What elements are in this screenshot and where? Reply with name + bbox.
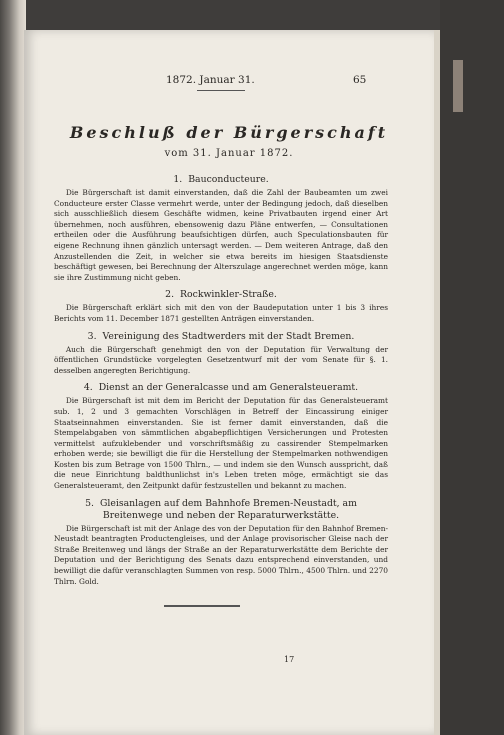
page-number: 65 xyxy=(353,74,367,86)
section-text: Die Bürgerschaft ist mit der Anlage des von der Deputation für den Bahnhof Bremen-Neustadt beantragten Productengleises, und der Anlage provisorischer Gleise nach der Straße Breitenweg und längs der Straße an der Reparaturwerkstätte dem Berichte der Deputation und der Berichtigung des Senats dazu entsprechend einverstanden, und bewilligt die dafür veranschlagten Summen von resp. 5000 Thlrn., 4500 Thlrn. und 2270 Thlrn. Gold. xyxy=(54,523,388,586)
scan-background xyxy=(440,0,504,735)
section-text: Die Bürgerschaft ist mit dem im Bericht der Deputation für das Generalsteueramt sub. 1, 2 und 3 gemachten Vorschlägen in Betreff der Eincassirung einiger Staatseinnahmen einverstanden. Sie ist ferner damit einverstanden, daß die Stempelabgaben von sämmtlichen abgabepflichtigen Versicherungen und Protesten vermittelst aufzuklebender und vorschriftsmäßig zu cassirender Stempelmarken erhoben werde; sie bewilligt die für die Herstellung der Stempelmarken nothwendigen Kosten bis zum Betrage von 1500 Thlrn., — und indem sie den Wunsch ausspricht, daß die neue Einrichtung baldthunlichst in's Leben treten möge, ermächtigt sie das Generalsteueramt, den Zeitpunkt dafür festzustellen und bekannt zu machen. xyxy=(54,396,388,491)
section-text: Die Bürgerschaft ist damit einverstanden, daß die Zahl der Baubeamten um zwei Conducteure erster Classe vermehrt werde, unter der Bedingung jedoch, daß dieselben sich ausschließlich diesem Geschäfte widmen, keine Privatbauten irgend einer Art übernehmen, noch ausführen, ebensowenig dazu Pläne entwerfen, — Consultationen ertheilen oder die Ausführung beaufsichtigen dürfen, auch Speculationsbauten für eigene Rechnung ihnen gänzlich untersagt werden. — Dem weiteren Antrage, daß den Anzustellenden die Zeit, in welcher sie etwa bereits im hiesigen Staatsdienste beschäftigt gewesen, bei Berechnung der Alterszulage angerechnet werden möge, kann sie ihre Zustimmung nicht geben. xyxy=(54,188,388,282)
section-title: Bauconducteure. xyxy=(188,174,269,185)
running-header-date: 1872. Januar 31. xyxy=(166,74,255,86)
bookmark-tab xyxy=(453,60,463,112)
section-text: Auch die Bürgerschaft genehmigt den von der Deputation für Verwaltung der öffentlichen Grundstücke vorgelegten Gesetzentwurf mit der vom Senate für §. 1. desselben angeregten Berichtigung. xyxy=(54,344,388,375)
section-title: Vereinigung des Stadtwerders mit der Stadt Bremen. xyxy=(102,330,355,342)
resolution-body xyxy=(54,168,388,587)
section-heading xyxy=(54,382,388,394)
section-number: 5. xyxy=(85,497,94,509)
section-title: Dienst an der Generalcasse und am Generalsteueramt. xyxy=(98,382,359,394)
section-number: 2. xyxy=(165,289,175,301)
page-subtitle: vom 31. Januar 1872. xyxy=(164,148,294,159)
section-number: 3. xyxy=(87,330,97,342)
section xyxy=(54,289,388,324)
section-heading xyxy=(54,331,388,343)
section-title: Rockwinkler-Straße. xyxy=(180,289,277,301)
closing-rule xyxy=(164,605,240,607)
header-underline xyxy=(197,90,245,91)
section-number: 1. xyxy=(173,174,183,185)
section xyxy=(54,174,388,283)
section xyxy=(54,331,388,377)
section-heading xyxy=(54,498,388,522)
section-title: Gleisanlagen auf dem Bahnhofe Bremen-Neustadt, am Breitenwege und neben der Reparaturwerkstätte. xyxy=(99,497,357,521)
section-text: Die Bürgerschaft erklärt sich mit den von der Baudeputation unter 1 bis 3 ihres Berichts vom 11. December 1871 gestellten Anträgen einverstanden. xyxy=(54,303,388,323)
section xyxy=(54,498,388,588)
section xyxy=(54,382,388,491)
facing-page-edge xyxy=(0,0,26,735)
section-heading xyxy=(54,174,388,186)
page-title: Beschluß der Bürgerschaft xyxy=(69,123,389,142)
section-number: 4. xyxy=(83,382,93,394)
section-heading xyxy=(54,289,388,301)
signature-mark: 17 xyxy=(284,655,295,664)
